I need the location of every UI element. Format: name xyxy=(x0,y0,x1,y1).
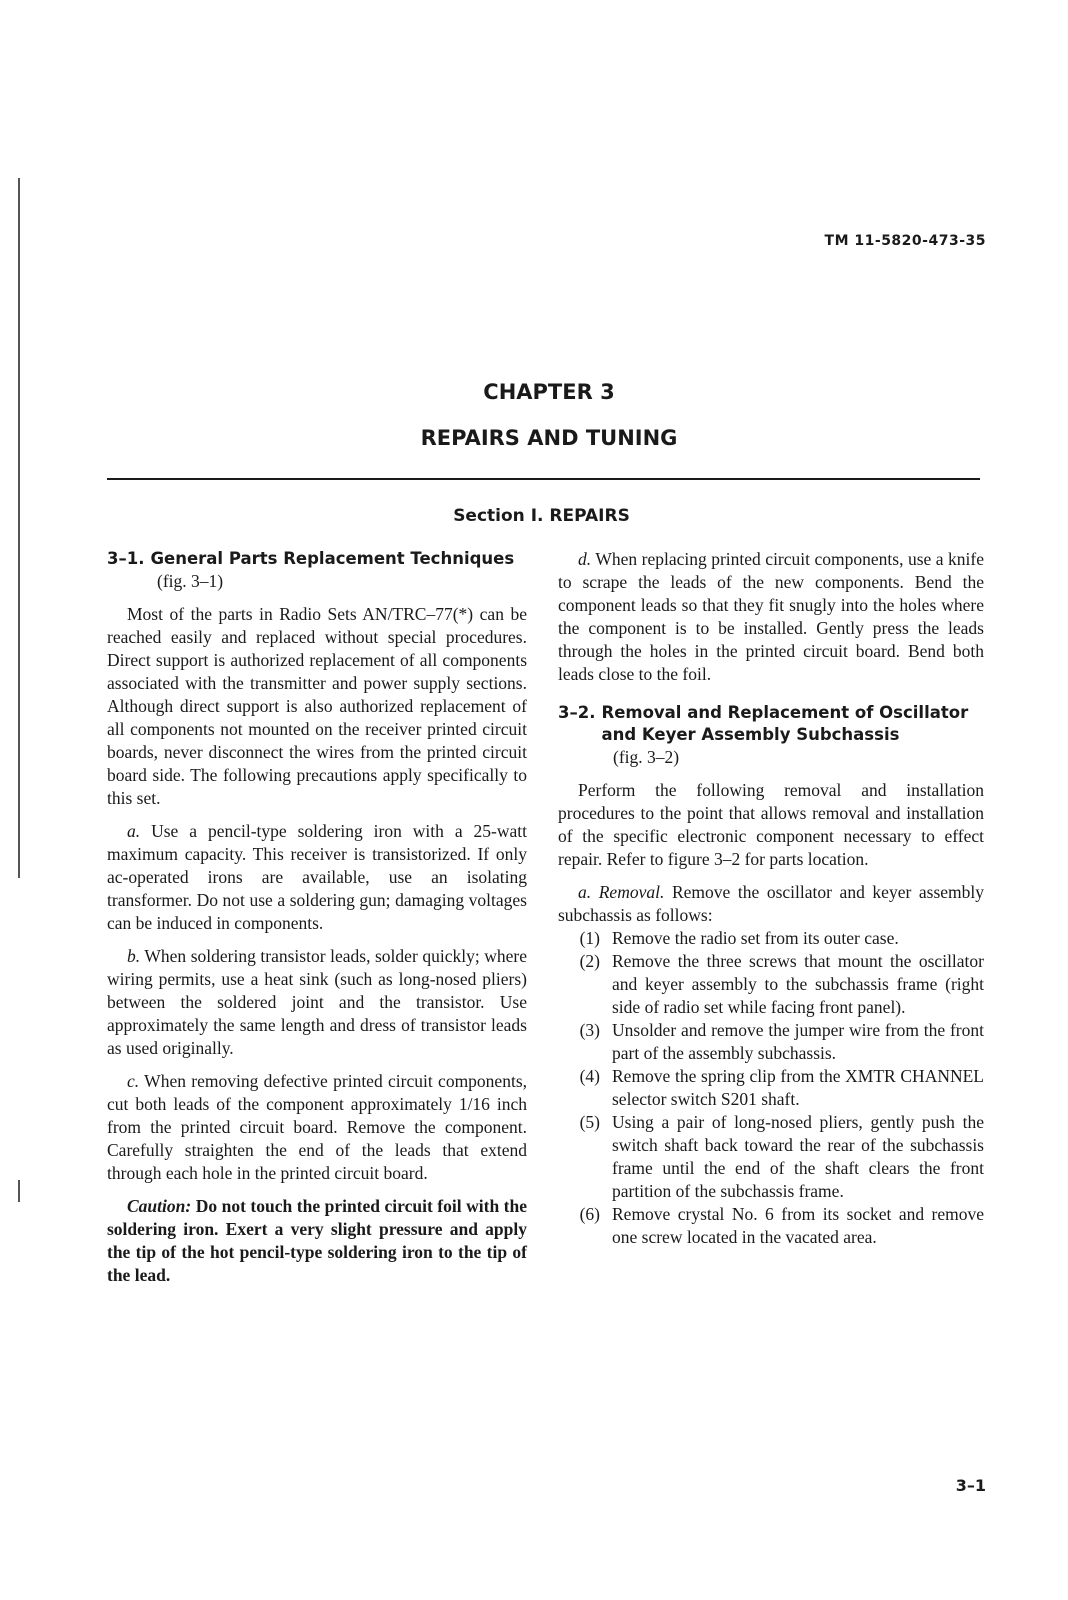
step-text: Using a pair of long-nosed pliers, gently push the switch shaft back toward the rear of the subchassis frame until the end of the shaft clears the front partition of the subchassis frame. xyxy=(612,1112,984,1201)
document-code: TM 11-5820-473-35 xyxy=(824,233,986,249)
subparagraph-a xyxy=(107,820,527,935)
subparagraph-text: When removing defective printed circuit components, cut both leads of the component approximately 1/16 inch from the printed circuit board. Remove the component. Carefully straighten the end of the leads that extend through each hole in the printed circuit board. xyxy=(107,1071,527,1183)
paragraph-number: 3–1. xyxy=(107,549,145,568)
step-number: (4) xyxy=(579,1066,600,1086)
scan-edge-line xyxy=(18,178,20,878)
step-text: Remove the spring clip from the XMTR CHANNEL selector switch S201 shaft. xyxy=(612,1066,984,1109)
subparagraph-a xyxy=(558,881,984,927)
subparagraph-text: When replacing printed circuit components, use a knife to scrape the leads of the new components. Bend the component leads so that they fit snugly into the holes where the component is to be installed. Gently press the leads through the holes in the printed circuit board. Bend both leads close to the foil. xyxy=(558,549,985,684)
subparagraph-b xyxy=(107,945,527,1060)
paragraph-heading-3-2 xyxy=(558,702,984,746)
paragraph-title: General Parts Replacement Techniques xyxy=(150,549,515,568)
subparagraph-letter: d. xyxy=(578,549,592,569)
list-item xyxy=(558,927,984,950)
intro-paragraph: Most of the parts in Radio Sets AN/TRC–77(*) can be reached easily and replaced without special procedures. Direct support is authorized replacement of all components associated with the transmitter and power supply sections. Although direct support is also authorized replacement of all components not mounted on the receiver printed circuit boards, never disconnect the wires from the printed circuit board side. The following precautions apply specifically to this set. xyxy=(107,604,527,808)
step-text: Remove crystal No. 6 from its socket and remove one screw located in the vacated area. xyxy=(612,1204,984,1247)
subparagraph-c xyxy=(107,1070,527,1185)
list-item xyxy=(558,1203,984,1249)
step-text: Remove the radio set from its outer case. xyxy=(612,928,899,948)
chapter-subtitle: REPAIRS AND TUNING xyxy=(420,426,678,450)
subparagraph-d xyxy=(558,548,984,686)
list-item xyxy=(558,1019,984,1065)
chapter-title: CHAPTER 3 xyxy=(483,380,615,404)
subparagraph-text: Use a pencil-type soldering iron with a 25-watt maximum capacity. This receiver is transistorized. If only ac-operated irons are available, use an isolating transformer. Do not use a soldering gun; damaging voltages can be induced in components. xyxy=(107,821,528,933)
subparagraph-letter: b. xyxy=(127,946,141,966)
step-text: Remove the three screws that mount the oscillator and keyer assembly to the subchassis frame (right side of radio set while facing front panel). xyxy=(612,951,984,1017)
paragraph-number: 3–2. xyxy=(558,703,596,722)
page-number: 3–1 xyxy=(955,1476,986,1495)
figure-reference: (fig. 3–2) xyxy=(613,747,680,767)
subparagraph-letter: a. xyxy=(127,821,141,841)
right-column xyxy=(558,548,984,1249)
caution-text: Do not touch the printed circuit foil with the soldering iron. Exert a very slight pressure and apply the tip of the hot pencil-type soldering iron to the tip of the lead. xyxy=(107,1196,528,1285)
step-number: (6) xyxy=(579,1204,600,1224)
list-item xyxy=(558,1065,984,1111)
subparagraph-letter: a. xyxy=(578,882,592,902)
caution-label: Caution: xyxy=(127,1196,192,1216)
scan-edge-mark xyxy=(18,1180,20,1202)
list-item xyxy=(558,950,984,1019)
removal-steps-list xyxy=(558,927,984,1249)
subparagraph-letter: c. xyxy=(127,1071,140,1091)
paragraph-heading-3-1 xyxy=(107,548,527,570)
step-number: (5) xyxy=(579,1112,600,1132)
step-number: (1) xyxy=(579,928,600,948)
section-heading: Section I. REPAIRS xyxy=(453,506,630,526)
figure-reference: (fig. 3–1) xyxy=(157,571,224,591)
left-column xyxy=(107,548,527,1297)
step-text: Unsolder and remove the jumper wire from the front part of the assembly subchassis. xyxy=(612,1020,984,1063)
paragraph-title: Removal and Replacement of Oscillator and Keyer Assembly Subchassis xyxy=(601,703,969,744)
subparagraph-text: When soldering transistor leads, solder quickly; where wiring permits, use a heat sink (such as long-nosed pliers) between the soldered joint and the transistor. Use approximately the same length and dress of transistor leads as used originally. xyxy=(107,946,527,1058)
list-item xyxy=(558,1111,984,1203)
subparagraph-text: Remove the oscillator and keyer assembly subchassis as follows: xyxy=(558,882,985,925)
step-number: (2) xyxy=(579,951,600,971)
section-divider xyxy=(107,478,980,480)
step-number: (3) xyxy=(579,1020,600,1040)
caution-note xyxy=(107,1195,527,1287)
intro-paragraph: Perform the following removal and installation procedures to the point that allows removal and installation of the specific electronic component necessary to effect repair. Refer to figure 3–2 for parts location. xyxy=(558,780,984,869)
subparagraph-title: Removal. xyxy=(598,882,665,902)
